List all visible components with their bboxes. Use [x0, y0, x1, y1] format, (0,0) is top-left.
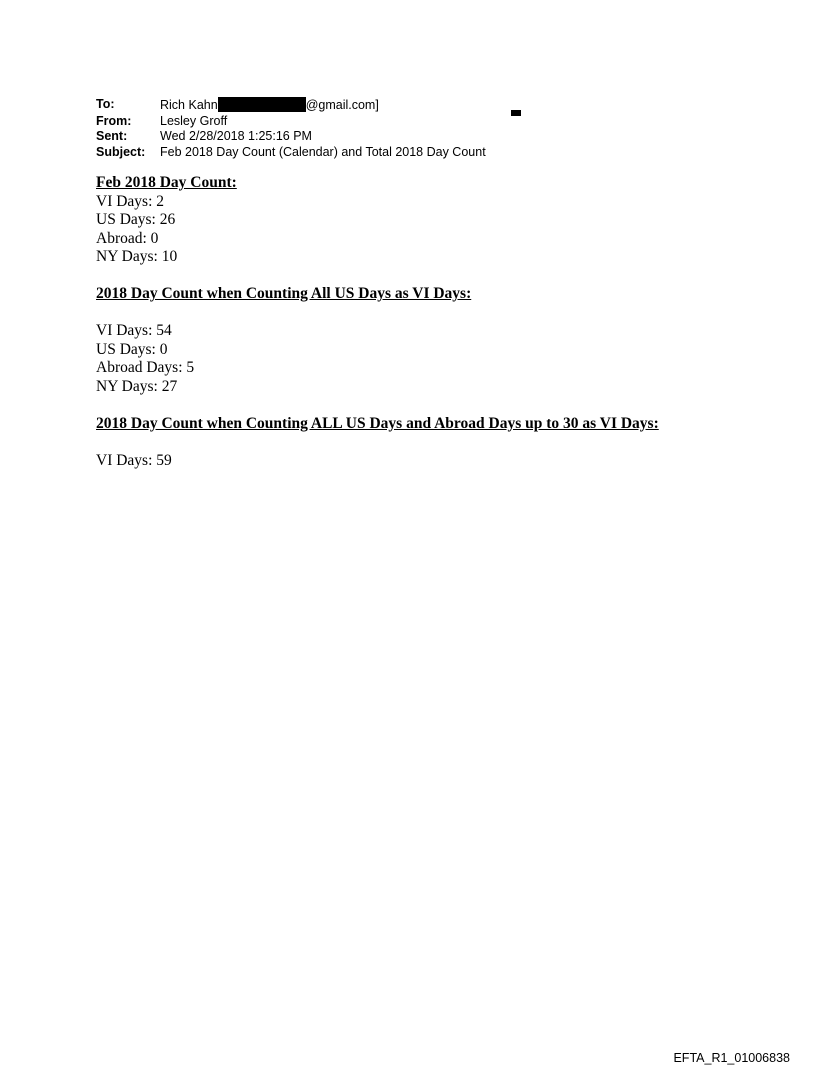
subject-row [96, 145, 486, 161]
section-us-as-vi [96, 285, 796, 396]
redaction-mark [511, 110, 521, 116]
to-label: To: [96, 97, 115, 111]
sent-value: Wed 2/28/2018 1:25:16 PM [160, 129, 312, 143]
count-line: US Days: 0 [96, 340, 168, 358]
document-id: EFTA_R1_01006838 [673, 1051, 790, 1065]
from-row [96, 114, 486, 130]
count-line: VI Days: 59 [96, 451, 172, 469]
count-line: VI Days: 54 [96, 322, 172, 339]
from-value: Lesley Groff [160, 113, 228, 128]
subject-value: Feb 2018 Day Count (Calendar) and Total 2018 Day Count [160, 144, 486, 159]
to-row [96, 97, 486, 114]
redaction-block [218, 97, 306, 112]
count-line: NY Days: 10 [96, 248, 178, 265]
section-heading: 2018 Day Count when Counting All US Days as VI Days: [96, 285, 472, 302]
subject-label: Subject: [96, 144, 146, 159]
to-suffix: @gmail.com] [305, 98, 379, 112]
section-feb-count [96, 174, 796, 267]
count-line: NY Days: 27 [96, 377, 178, 395]
count-line: Abroad Days: 5 [96, 359, 195, 376]
to-value [160, 97, 379, 114]
count-line: US Days: 26 [96, 211, 176, 228]
email-body [96, 174, 796, 470]
section-us-abroad-as-vi [96, 415, 796, 471]
email-header [96, 97, 486, 160]
count-line: Abroad: 0 [96, 229, 159, 247]
to-name: Rich Kahn [160, 98, 218, 112]
sent-label: Sent: [96, 129, 128, 143]
section-heading: Feb 2018 Day Count: [96, 174, 237, 191]
section-heading: 2018 Day Count when Counting ALL US Days and Abroad Days up to 30 as VI Days: [96, 414, 659, 432]
count-line: VI Days: 2 [96, 192, 165, 210]
from-label: From: [96, 113, 132, 128]
sent-row [96, 129, 486, 145]
